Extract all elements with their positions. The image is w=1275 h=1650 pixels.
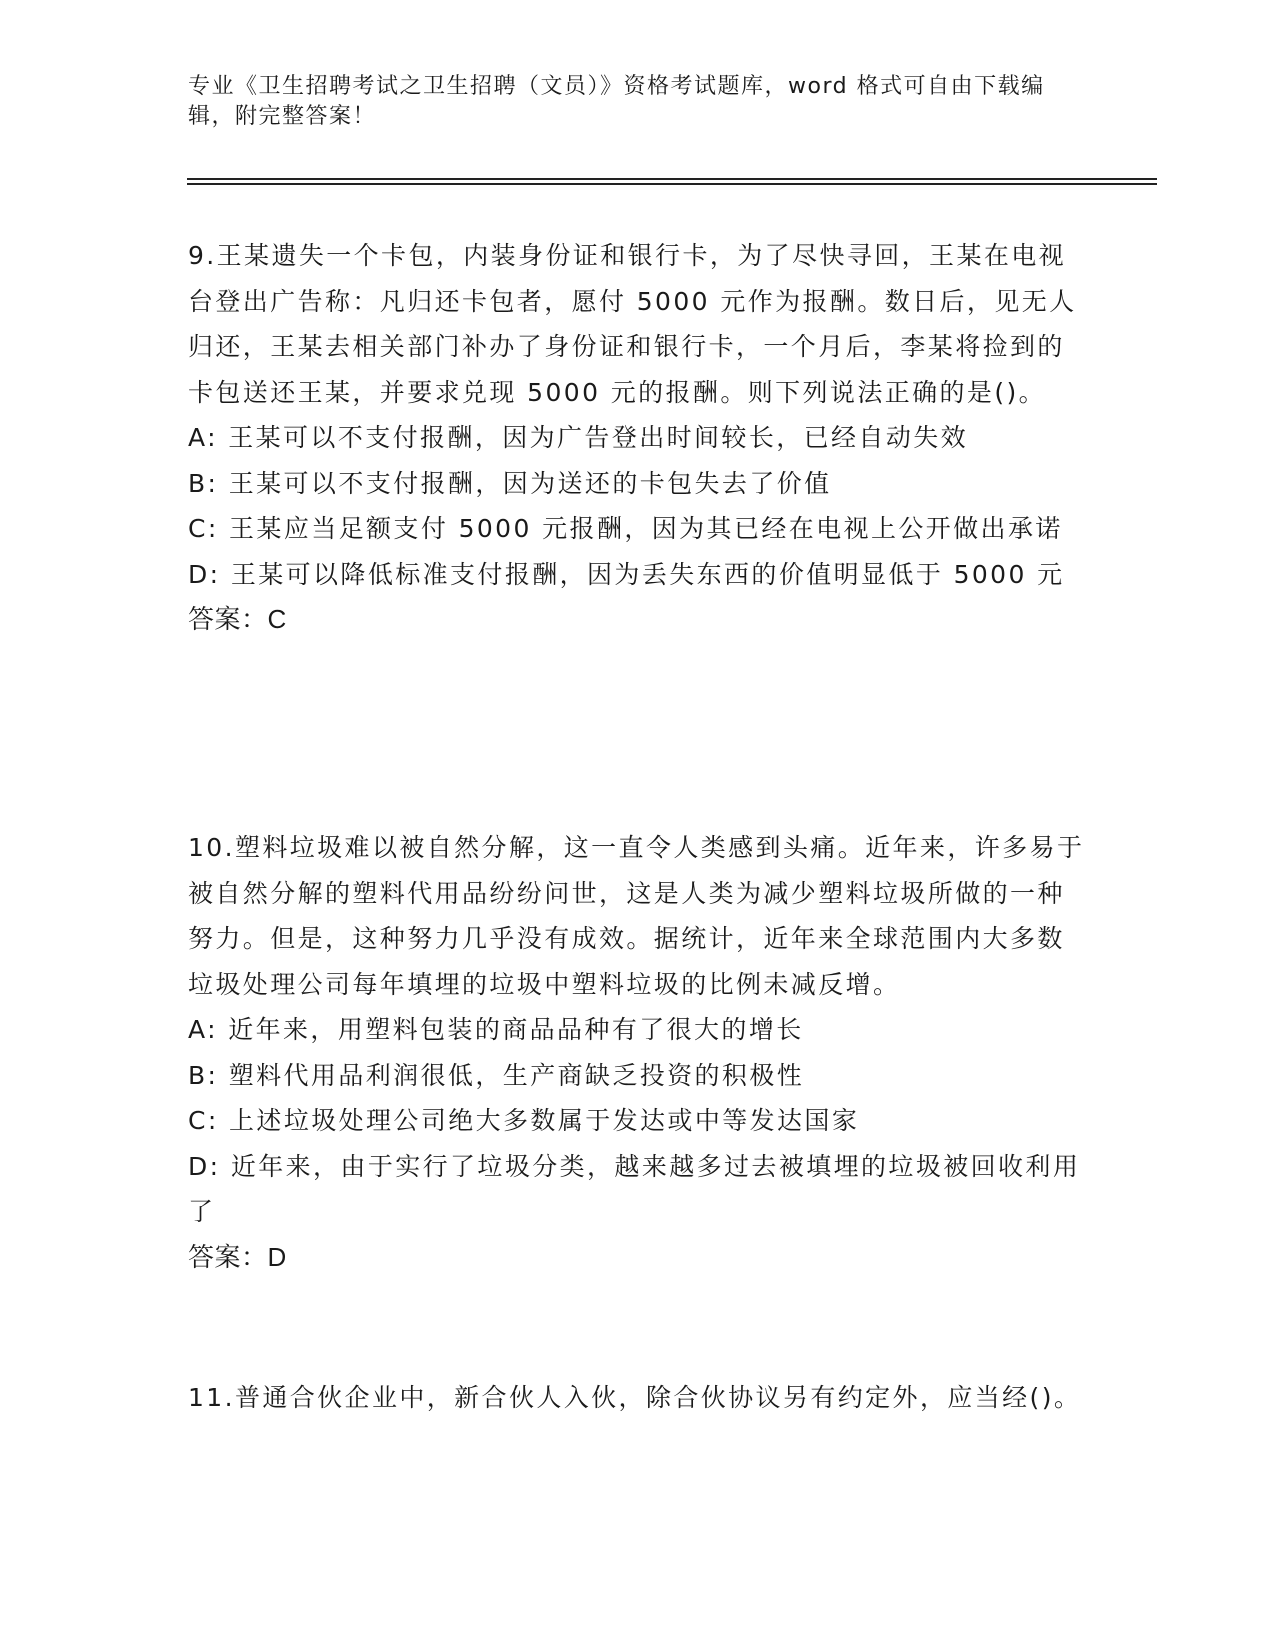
option-d: D: 王某可以降低标准支付报酬，因为丢失东西的价值明显低于 5000 元 [188, 559, 1065, 589]
header-intro-text: 专业《卫生招聘考试之卫生招聘（文员）》资格考试题库，word 格式可自由下载编辑，附完整答案！ [188, 74, 1045, 129]
question-stem: 11.普通合伙企业中，新合伙人入伙，除合伙协议另有约定外，应当经()。 [188, 1383, 1082, 1412]
option-a: A: 近年来，用塑料包装的商品品种有了很大的增长 [188, 1015, 804, 1044]
option-c: C: 王某应当足额支付 5000 元报酬，因为其已经在电视上公开做出承诺 [188, 514, 1063, 543]
answer-label: 答案：C [188, 604, 287, 634]
question-10 [188, 825, 1088, 1280]
option-d: D: 近年来，由于实行了垃圾分类，越来越多过去被填埋的垃圾被回收利用了 [188, 1151, 1081, 1226]
answer-label: 答案：D [188, 1241, 287, 1272]
document-header [188, 72, 1088, 132]
option-c: C: 上述垃圾处理公司绝大多数属于发达或中等发达国家 [188, 1106, 860, 1135]
option-a: A: 王某可以不支付报酬，因为广告登出时间较长，已经自动失效 [188, 423, 969, 452]
option-b: B: 王某可以不支付报酬，因为送还的卡包失去了价值 [188, 468, 832, 498]
header-divider-top [187, 178, 1157, 180]
question-11 [188, 1375, 1088, 1421]
question-stem: 9.王某遗失一个卡包，内装身份证和银行卡，为了尽快寻回，王某在电视台登出广告称：凡归还卡包者，愿付 5000 元作为报酬。数日后，见无人归还，王某去相关部门补办了身份证和银行卡，一个月后，李某将捡到的卡包送还王某，并要求兑现 5000 元的报酬。则下列说法正确的是()。 [188, 241, 1077, 407]
question-9 [188, 233, 1088, 643]
question-stem: 10.塑料垃圾难以被自然分解，这一直令人类感到头痛。近年来，许多易于被自然分解的塑料代用品纷纷问世，这是人类为减少塑料垃圾所做的一种努力。但是，这种努力几乎没有成效。据统计，近年来全球范围内大多数垃圾处理公司每年填埋的垃圾中塑料垃圾的比例未减反增。 [188, 833, 1085, 999]
option-b: B: 塑料代用品利润很低，生产商缺乏投资的积极性 [188, 1060, 805, 1090]
header-divider-bottom [187, 183, 1157, 185]
